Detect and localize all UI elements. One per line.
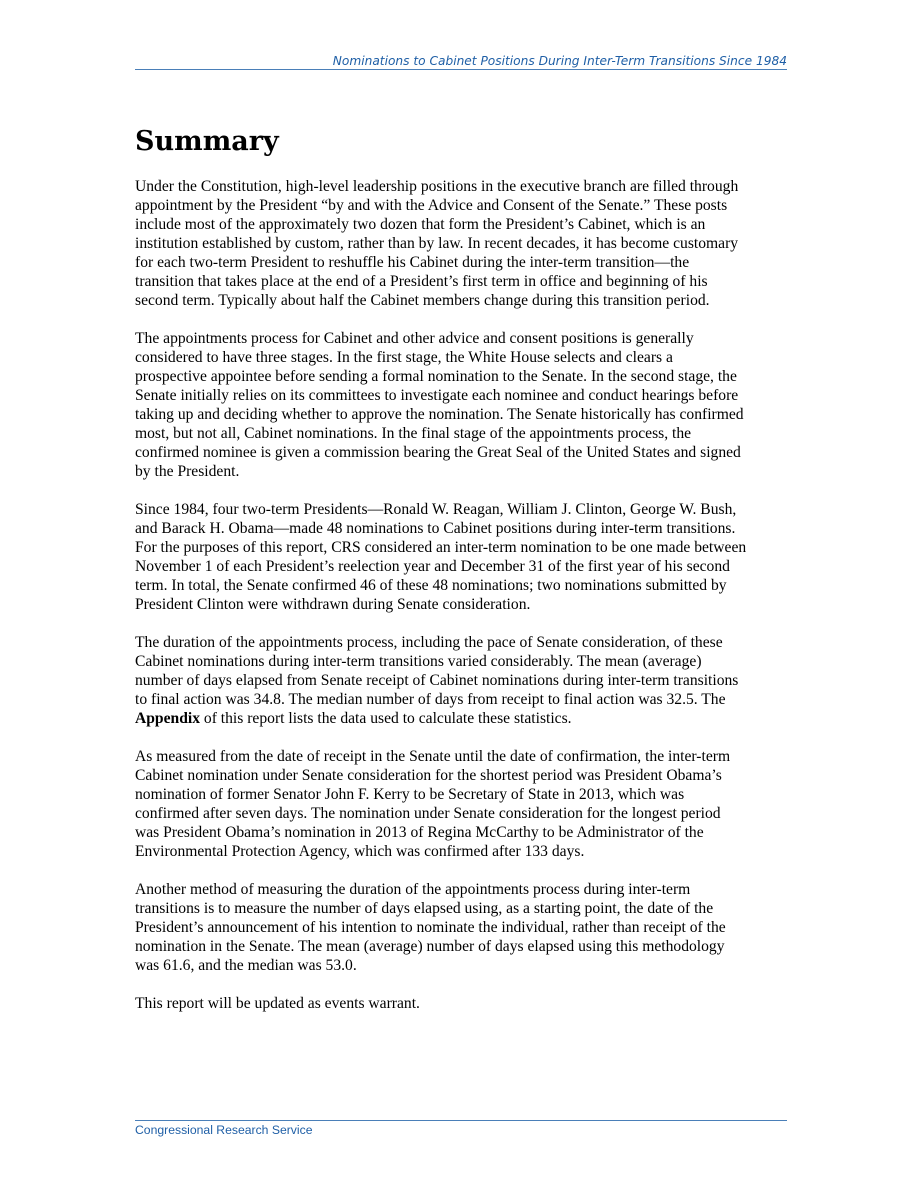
text-line: and Barack H. Obama—made 48 nominations to Cabinet positions during inter-term transitions. <box>135 520 736 537</box>
text-line: For the purposes of this report, CRS considered an inter-term nomination to be one made between <box>135 539 747 556</box>
text-line: considered to have three stages. In the first stage, the White House selects and clears a <box>135 349 673 366</box>
text-line: nomination of former Senator John F. Kerry to be Secretary of State in 2013, which was <box>135 786 685 803</box>
text-line: As measured from the date of receipt in the Senate until the date of confirmation, the inter-term <box>135 748 731 765</box>
text-line: Cabinet nominations during inter-term transitions varied considerably. The mean (average) <box>135 653 702 670</box>
text-line: Another method of measuring the duration of the appointments process during inter-term <box>135 881 691 898</box>
text-line: Senate initially relies on its committees to investigate each nominee and conduct hearings before <box>135 387 739 404</box>
paragraph-shortest-longest <box>135 747 790 861</box>
text-line: was 61.6, and the median was 53.0. <box>135 957 357 974</box>
text-line: include most of the approximately two dozen that form the President’s Cabinet, which is an <box>135 216 706 233</box>
paragraph-since-1984 <box>135 500 790 614</box>
text-line: President Clinton were withdrawn during Senate consideration. <box>135 596 531 613</box>
text-line: taking up and deciding whether to approve the nomination. The Senate historically has confirmed <box>135 406 744 423</box>
text-line: Under the Constitution, high-level leadership positions in the executive branch are filled through <box>135 178 739 195</box>
text-line: confirmed after seven days. The nomination under Senate consideration for the longest period <box>135 805 721 822</box>
text-line: most, but not all, Cabinet nominations. In the final stage of the appointments process, the <box>135 425 692 442</box>
text-line: This report will be updated as events warrant. <box>135 995 420 1012</box>
footer-rule <box>135 1120 787 1121</box>
text-line: transitions is to measure the number of days elapsed using, as a starting point, the date of the <box>135 900 714 917</box>
text-line: institution established by custom, rather than by law. In recent decades, it has become customary <box>135 235 739 252</box>
text-line: Cabinet nomination under Senate consideration for the shortest period was President Obama’s <box>135 767 722 784</box>
text-line-appendix <box>135 709 790 728</box>
text-line: confirmed nominee is given a commission bearing the Great Seal of the United States and signed <box>135 444 741 461</box>
text-line: President’s announcement of his intention to nominate the individual, rather than receipt of the <box>135 919 726 936</box>
text-line: The appointments process for Cabinet and other advice and consent positions is generally <box>135 330 694 347</box>
paragraph-duration <box>135 633 790 728</box>
text-line: for each two-term President to reshuffle his Cabinet during the inter-term transition—the <box>135 254 690 271</box>
paragraph-another-method <box>135 880 790 975</box>
text-line: November 1 of each President’s reelection year and December 31 of the first year of his second <box>135 558 730 575</box>
text-line: appointment by the President “by and with the Advice and Consent of the Senate.” These posts <box>135 197 728 214</box>
text-line: term. In total, the Senate confirmed 46 of these 48 nominations; two nominations submitted by <box>135 577 727 594</box>
text-line: prospective appointee before sending a formal nomination to the Senate. In the second stage, the <box>135 368 737 385</box>
summary-body <box>135 177 790 1032</box>
text-line: by the President. <box>135 463 240 480</box>
text-line: to final action was 34.8. The median number of days from receipt to final action was 32.5. The <box>135 691 726 708</box>
page-title: Summary <box>135 126 279 157</box>
text-line: Environmental Protection Agency, which was confirmed after 133 days. <box>135 843 585 860</box>
text-line: nomination in the Senate. The mean (average) number of days elapsed using this methodology <box>135 938 725 955</box>
text-line: Since 1984, four two-term Presidents—Ronald W. Reagan, William J. Clinton, George W. Bush, <box>135 501 737 518</box>
paragraph-constitution <box>135 177 790 310</box>
text-line: transition that takes place at the end of a President’s first term in office and beginning of his <box>135 273 708 290</box>
header-rule <box>135 69 787 70</box>
paragraph-appointments-process <box>135 329 790 481</box>
appendix-reference: Appendix <box>135 710 201 727</box>
text-line: The duration of the appointments process, including the pace of Senate consideration, of these <box>135 634 723 651</box>
appendix-sentence-tail: of this report lists the data used to calculate these statistics. <box>200 710 572 727</box>
text-line: second term. Typically about half the Cabinet members change during this transition period. <box>135 292 710 309</box>
paragraph-update-note <box>135 994 790 1013</box>
text-line: was President Obama’s nomination in 2013 of Regina McCarthy to be Administrator of the <box>135 824 704 841</box>
footer-publisher: Congressional Research Service <box>135 1123 313 1137</box>
running-header: Nominations to Cabinet Positions During Inter-Term Transitions Since 1984 <box>332 54 787 68</box>
text-line: number of days elapsed from Senate receipt of Cabinet nominations during inter-term transitions <box>135 672 739 689</box>
